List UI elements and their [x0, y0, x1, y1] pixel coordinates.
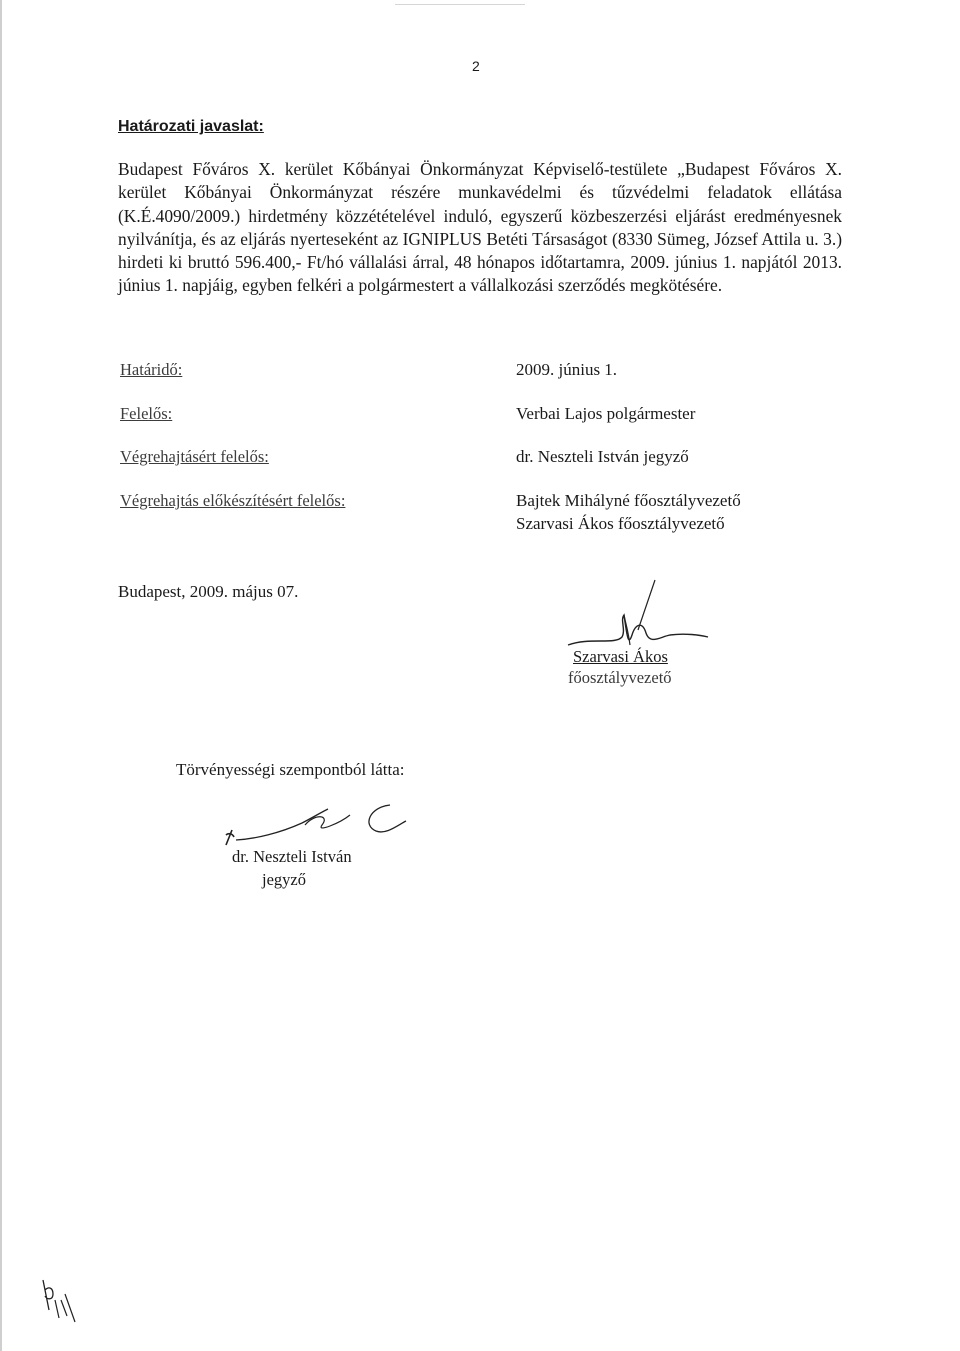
scan-artifact-line — [395, 4, 525, 5]
resolution-text: Budapest Főváros X. kerület Kőbányai Önkormányzat Képviselő-testülete „Budapest Főváros X. kerület Kőbányai Önkormányzat részére munkavédelmi és tűzvédelmi feladatok ellátása (K.É.4090/2009.) hirdetmény közzétételével induló, egyszerű közbeszerzési eljárást eredményesnek nyilvánítja, és az eljárás nyerteseként az IGNIPLUS Betéti Társaságot (8330 Sümeg, József Attila u. 3.) hirdeti ki bruttó 596.400,- Ft/hó vállalási árral, 48 hónapos időtartamra, 2009. június 1. napjától 2013. június 1. napjáig, egyben felkéri a polgármestert a vállalkozási szerződés megkötésére. — [118, 159, 842, 296]
preparation-responsible-value-1: Bajtek Mihályné főosztályvezető — [516, 491, 741, 510]
execution-responsible-value: dr. Neszteli István jegyző — [516, 447, 689, 466]
execution-responsible-label: Végrehajtásért felelős: — [120, 447, 269, 466]
signature-1-title: főosztályvezető — [568, 668, 672, 687]
responsible-value: Verbai Lajos polgármester — [516, 404, 696, 423]
scan-edge — [0, 0, 2, 1351]
signature-2-name: dr. Neszteli István — [232, 847, 352, 866]
preparation-responsible-value-2: Szarvasi Ákos főosztályvezető — [516, 514, 725, 533]
resolution-heading: Határozati javaslat: — [118, 118, 264, 135]
signature-2-title: jegyző — [262, 870, 306, 889]
legality-review-label: Törvényességi szempontból látta: — [176, 760, 405, 779]
place-and-date: Budapest, 2009. május 07. — [118, 582, 299, 601]
deadline-value: 2009. június 1. — [516, 360, 618, 379]
handwritten-initials — [35, 1270, 85, 1330]
responsible-label: Felelős: — [120, 404, 173, 423]
page-number: 2 — [472, 58, 480, 74]
deadline-label: Határidő: — [120, 360, 183, 379]
preparation-responsible-label: Végrehajtás előkészítésért felelős: — [120, 491, 346, 510]
signature-1-name: Szarvasi Ákos — [573, 647, 668, 666]
